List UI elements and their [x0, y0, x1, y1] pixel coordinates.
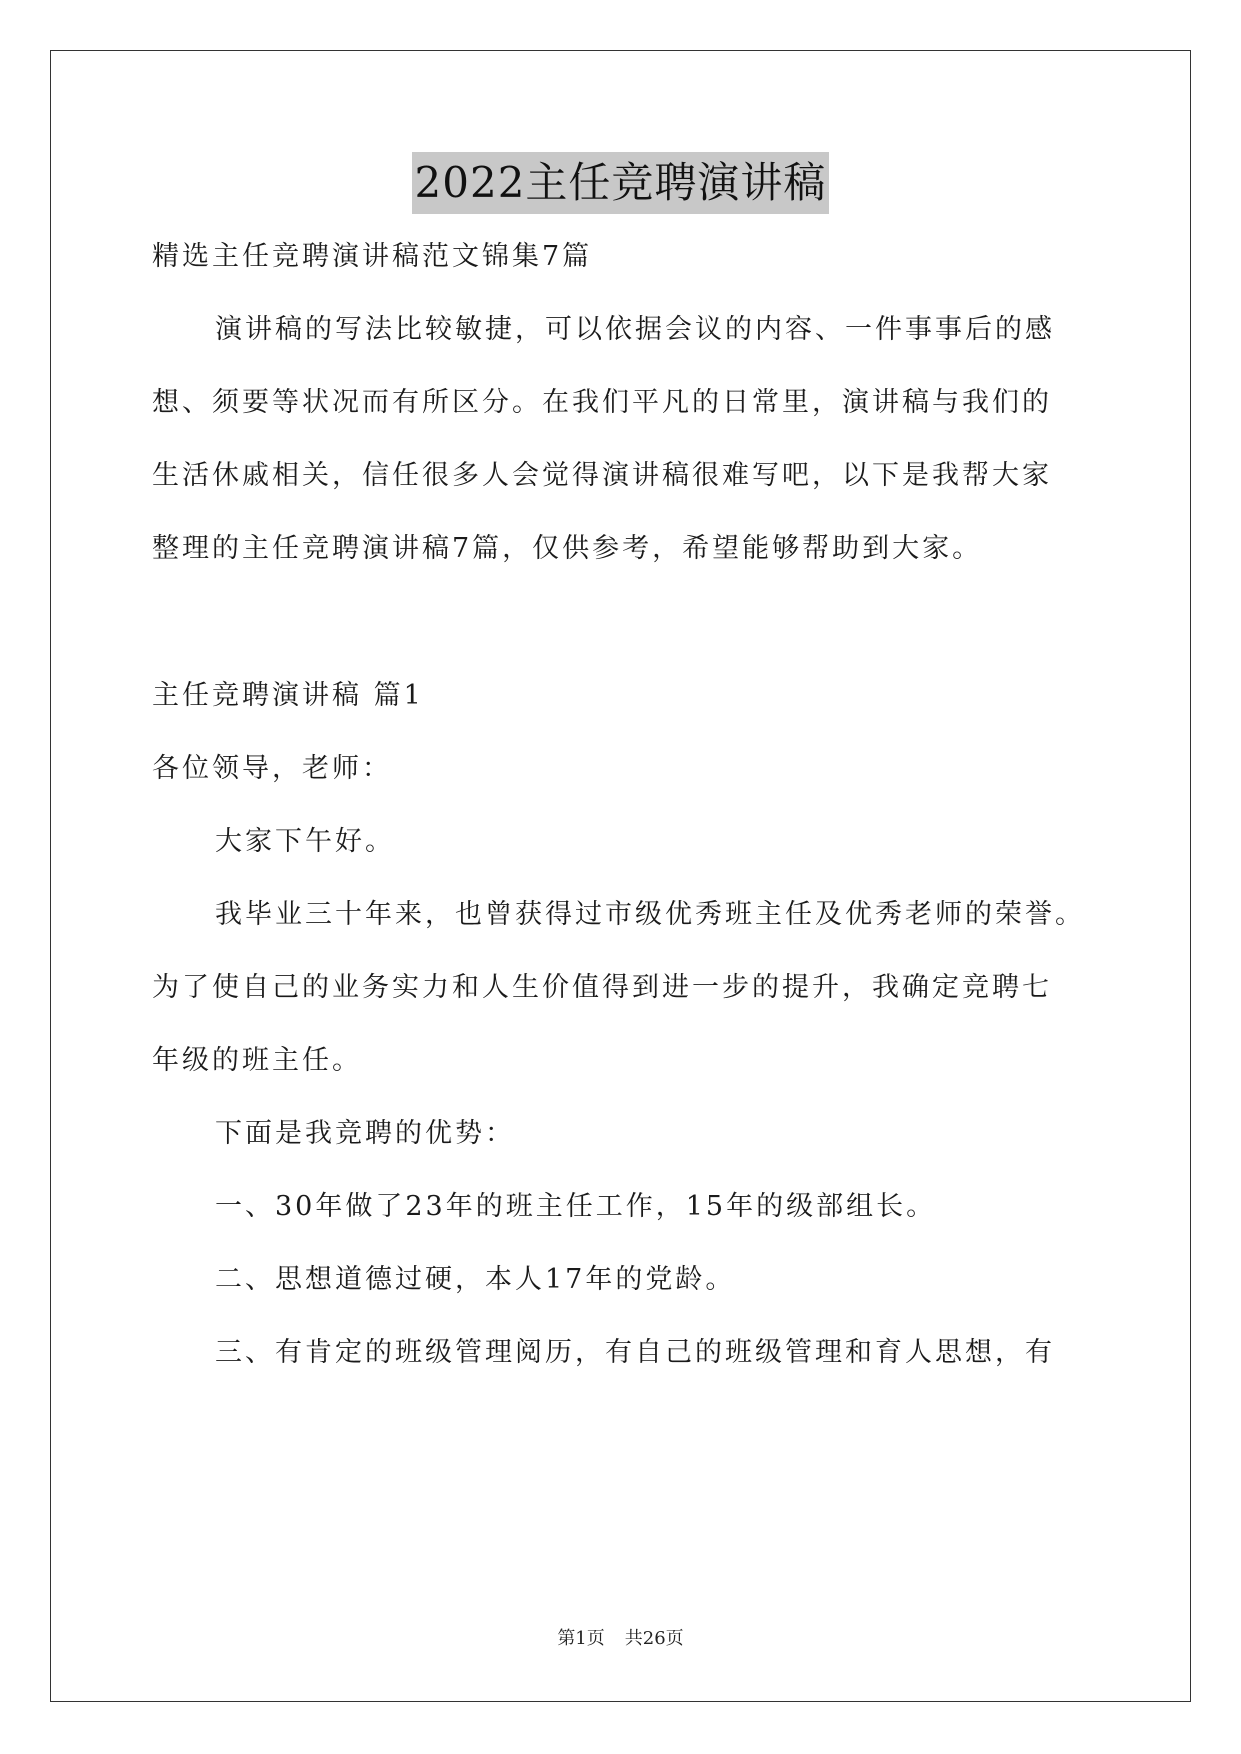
- greeting: 大家下午好。: [215, 826, 395, 857]
- document-subtitle: 精选主任竞聘演讲稿范文锦集7篇: [152, 241, 593, 272]
- paragraph-line-1: 我毕业三十年来，也曾获得过市级优秀班主任及优秀老师的荣誉。: [215, 899, 1085, 930]
- advantage-item-3: 三、有肯定的班级管理阅历，有自己的班级管理和育人思想，有: [215, 1337, 1055, 1368]
- section-heading: 主任竞聘演讲稿 篇1: [152, 680, 424, 711]
- intro-line-1: 演讲稿的写法比较敏捷，可以依据会议的内容、一件事事后的感: [215, 314, 1055, 345]
- paragraph-line-3: 年级的班主任。: [152, 1045, 362, 1076]
- title-container: [0, 152, 1241, 214]
- page-footer: [0, 1627, 1241, 1651]
- intro-line-2: 想、须要等状况而有所区分。在我们平凡的日常里，演讲稿与我们的: [152, 387, 1052, 418]
- paragraph-line-2: 为了使自己的业务实力和人生价值得到进一步的提升，我确定竞聘七: [152, 972, 1052, 1003]
- advantage-item-1: 一、30年做了23年的班主任工作，15年的级部组长。: [215, 1191, 937, 1222]
- advantage-item-2: 二、思想道德过硬，本人17年的党龄。: [215, 1264, 736, 1295]
- intro-line-3: 生活休戚相关，信任很多人会觉得演讲稿很难写吧，以下是我帮大家: [152, 460, 1052, 491]
- intro-line-4: 整理的主任竞聘演讲稿7篇，仅供参考，希望能够帮助到大家。: [152, 533, 983, 564]
- page-border: [50, 50, 1191, 1702]
- advantages-intro: 下面是我竞聘的优势：: [215, 1118, 515, 1149]
- salutation: 各位领导，老师：: [152, 753, 392, 784]
- page-number: 第1页: [557, 1628, 605, 1649]
- page-total: 共26页: [624, 1628, 684, 1649]
- document-title: 2022主任竞聘演讲稿: [412, 152, 830, 214]
